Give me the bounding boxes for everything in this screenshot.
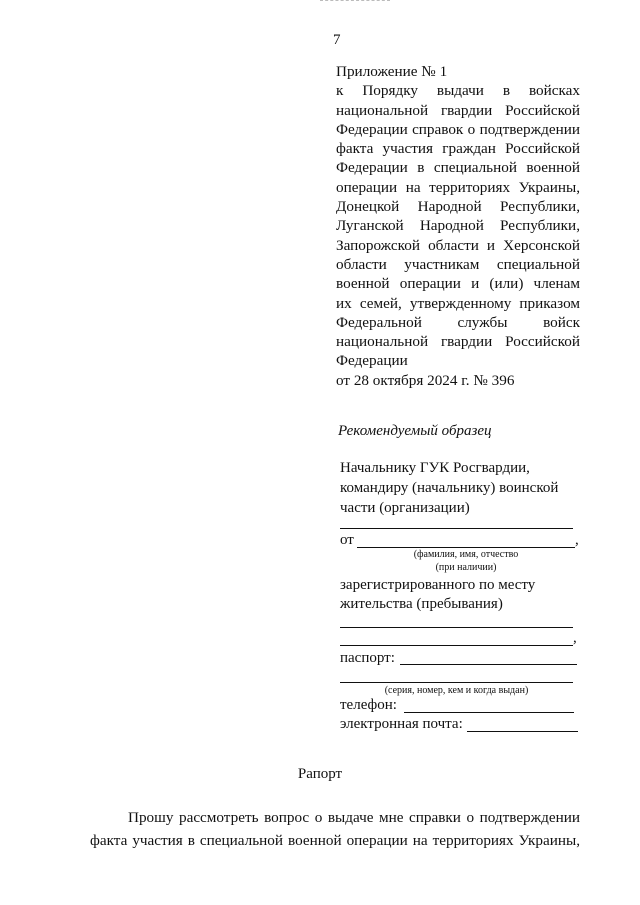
appendix-header bbox=[336, 62, 580, 390]
sample-label: Рекомендуемый образец bbox=[338, 423, 492, 439]
passport-field[interactable] bbox=[400, 664, 577, 665]
page-number: 7 bbox=[333, 32, 341, 48]
appendix-line: Приложение № 1 bbox=[336, 63, 448, 80]
report-title: Рапорт bbox=[297, 766, 343, 782]
residence-label: зарегистрированного по месту bbox=[340, 577, 536, 593]
report-body bbox=[90, 806, 580, 852]
appendix-line: национальной гвардии Российской bbox=[336, 101, 580, 119]
from-comma: , bbox=[575, 532, 579, 548]
email-field[interactable] bbox=[467, 731, 578, 732]
appendix-line: их семей, утвержденному приказом bbox=[336, 294, 580, 312]
email-label: электронная почта: bbox=[340, 716, 463, 732]
addressee-line: командиру (начальнику) воинской bbox=[340, 480, 559, 496]
addressee-line: Начальнику ГУК Росгвардии, bbox=[340, 460, 530, 476]
appendix-line: Запорожской области и Херсонской bbox=[336, 236, 580, 254]
appendix-line: факта участия граждан Российской bbox=[336, 140, 580, 158]
phone-label: телефон: bbox=[340, 697, 397, 713]
address-field[interactable] bbox=[340, 645, 573, 646]
from-field[interactable] bbox=[357, 547, 575, 548]
appendix-line: Донецкой Народной Республики, bbox=[336, 198, 580, 216]
passport-hint: (серия, номер, кем и когда выдан) bbox=[384, 685, 529, 696]
appendix-line: области участникам специальной bbox=[336, 255, 580, 273]
from-label: от bbox=[340, 532, 354, 548]
appendix-line: Федерации в специальной военной bbox=[336, 159, 580, 177]
appendix-date-line: от 28 октября 2024 г. № 396 bbox=[336, 371, 515, 389]
appendix-line: военной операции и (или) членам bbox=[336, 275, 580, 293]
phone-field[interactable] bbox=[404, 712, 574, 713]
scan-artifact bbox=[320, 0, 390, 3]
address-field[interactable] bbox=[340, 627, 573, 628]
appendix-line: Федерации справок о подтверждении bbox=[336, 120, 580, 138]
address-comma: , bbox=[573, 630, 577, 646]
residence-label: жительства (пребывания) bbox=[340, 596, 503, 612]
appendix-line: Федеральной службы войск bbox=[336, 313, 580, 331]
passport-label: паспорт: bbox=[340, 650, 395, 666]
report-body-line: факта участия в специальной военной операции на территориях Украины, bbox=[90, 832, 580, 849]
passport-field-extra[interactable] bbox=[340, 682, 573, 683]
appendix-line: национальной гвардии Российской bbox=[336, 333, 580, 351]
blank-line bbox=[340, 528, 573, 529]
appendix-line: к Порядку выдачи в войсках bbox=[336, 82, 580, 100]
appendix-line: Федерации bbox=[336, 352, 408, 370]
appendix-line: Луганской Народной Республики, bbox=[336, 217, 580, 235]
addressee-line: части (организации) bbox=[340, 500, 470, 516]
appendix-line: операции на территориях Украины, bbox=[336, 178, 580, 196]
addressee-block bbox=[340, 458, 572, 518]
name-hint: (фамилия, имя, отчество bbox=[413, 549, 519, 560]
report-body-line: Прошу рассмотреть вопрос о выдаче мне справки о подтверждении bbox=[128, 809, 580, 826]
name-hint-optional: (при наличии) bbox=[435, 562, 497, 573]
